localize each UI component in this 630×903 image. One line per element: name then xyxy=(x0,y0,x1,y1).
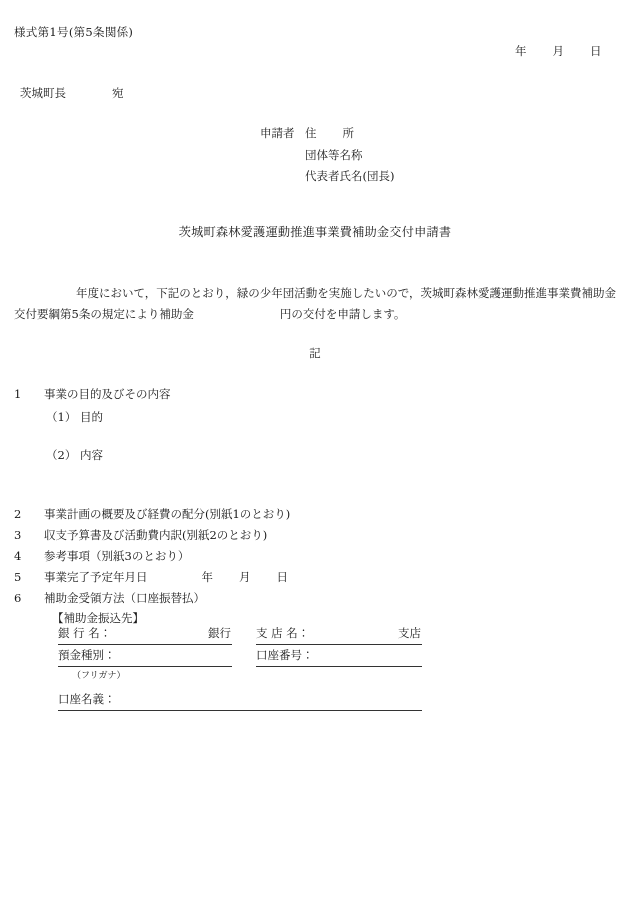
account-type-label: 預金種別： xyxy=(58,648,116,662)
addressee-name: 茨城町長 xyxy=(20,86,66,100)
item-1-subitem-1-label: 目的 xyxy=(80,410,103,424)
header-date-blank xyxy=(515,46,602,58)
item-1-subitem-2 xyxy=(46,450,103,462)
item-1-subitem-2-label: 内容 xyxy=(80,448,103,462)
item-5 xyxy=(14,572,288,584)
applicant-representative-label: 代表者氏名(団長) xyxy=(305,169,395,183)
branch-name-field[interactable] xyxy=(256,628,422,645)
bank-name-field[interactable] xyxy=(58,628,232,645)
body-paragraph-line-1-text: 年度において，下記のとおり，緑の少年団活動を実施したいので，茨城町森林愛護運動推進事業費補助金 xyxy=(76,286,617,300)
form-number: 様式第1号(第5条関係) xyxy=(14,25,134,39)
item-1-subitem-2-number: （2） xyxy=(46,448,77,462)
item-6-number: 6 xyxy=(14,591,22,605)
document-title: 茨城町森林愛護運動推進事業費補助金交付申請書 xyxy=(178,225,452,239)
branch-name-label: 支 店 名： xyxy=(256,626,310,640)
body-paragraph-line-2b: 円の交付を申請します。 xyxy=(279,307,406,321)
body-paragraph-line-2a: 交付要綱第5条の規定により補助金 xyxy=(14,307,194,321)
ki-mark: 記 xyxy=(309,346,321,360)
applicant-address-label xyxy=(305,128,354,140)
item-4-number: 4 xyxy=(14,549,22,563)
item-1-subitem-1-number: （1） xyxy=(46,410,77,424)
body-paragraph-line-2 xyxy=(14,309,405,321)
item-3 xyxy=(14,530,267,542)
item-1 xyxy=(14,389,171,401)
applicant-address-label-a: 住 xyxy=(305,126,317,140)
item-1-label: 事業の目的及びその内容 xyxy=(44,387,171,401)
item-5-number: 5 xyxy=(14,570,22,584)
item-4-label: 参考事項（別紙3のとおり） xyxy=(44,549,190,563)
bank-name-label: 銀 行 名： xyxy=(58,626,112,640)
item-6-label: 補助金受領方法（口座振替払） xyxy=(44,591,205,605)
item-1-subitem-1 xyxy=(46,412,103,424)
date-month-label: 月 xyxy=(552,44,564,58)
item-4 xyxy=(14,551,189,563)
applicant-organization-label: 団体等名称 xyxy=(305,148,363,162)
furigana-label: （フリガナ） xyxy=(72,671,126,681)
bank-name-suffix: 銀行 xyxy=(208,626,231,640)
item-5-day-label: 日 xyxy=(276,570,288,584)
item-5-month-label: 月 xyxy=(239,570,251,584)
date-day-label: 日 xyxy=(590,44,602,58)
account-number-field[interactable] xyxy=(256,650,422,667)
item-6 xyxy=(14,593,205,605)
item-5-year-label: 年 xyxy=(201,570,213,584)
addressee-line xyxy=(20,88,124,100)
applicant-label: 申請者 xyxy=(260,126,295,140)
body-paragraph-line-1 xyxy=(14,288,616,300)
addressee-suffix: 宛 xyxy=(112,86,124,100)
applicant-address-label-b: 所 xyxy=(342,126,354,140)
account-holder-field[interactable] xyxy=(58,694,422,711)
item-1-number: 1 xyxy=(14,387,22,401)
item-5-label: 事業完了予定年月日 xyxy=(44,570,148,584)
item-3-label: 収支予算書及び活動費内訳(別紙2のとおり) xyxy=(44,528,268,542)
account-holder-label: 口座名義： xyxy=(58,692,116,706)
bank-transfer-heading: 【補助金振込先】 xyxy=(52,611,144,625)
account-type-field[interactable] xyxy=(58,650,232,667)
item-2-number: 2 xyxy=(14,507,22,521)
item-3-number: 3 xyxy=(14,528,22,542)
date-year-label: 年 xyxy=(515,44,527,58)
item-2 xyxy=(14,509,290,521)
item-2-label: 事業計画の概要及び経費の配分(別紙1のとおり) xyxy=(44,507,291,521)
account-number-label: 口座番号： xyxy=(256,648,314,662)
branch-name-suffix: 支店 xyxy=(398,626,421,640)
